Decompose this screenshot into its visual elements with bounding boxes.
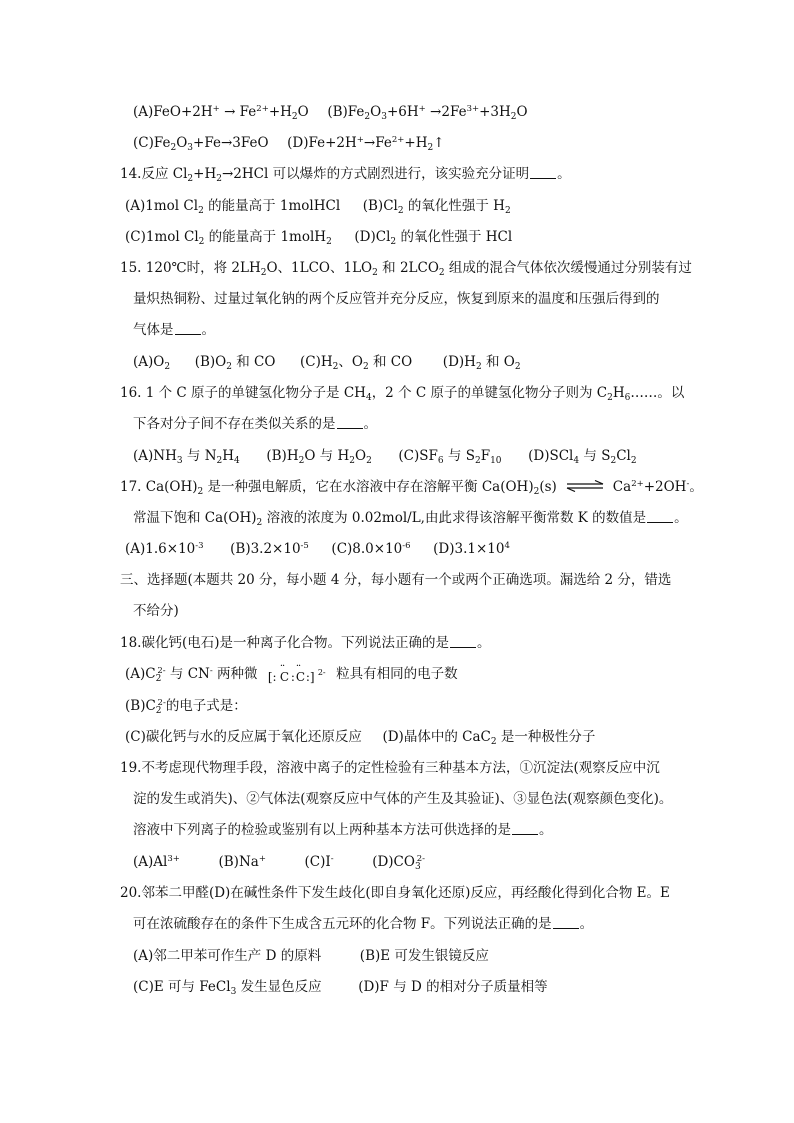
q14-options-row2: (C)1mol $Cl_2$ 的能量高于 1molH$_2$ $(D)Cl_2$ 的氧化性强于 HCl xyxy=(125,229,513,247)
answer-blank xyxy=(512,821,538,835)
q19-stem-line3: 溶液中下列离子的检验或鉴别有以上两种基本方法可供选择的是 。 xyxy=(133,822,553,838)
q16-options: $(A)NH_3$ 与 $N_2H_4$ $(B)H_2O$ 与 $H_2O_2$ $(C)SF_6$ 与 $S_2F_{10}$ (D)SCl$_4$ 与 $S_2Cl_2$ xyxy=(133,448,637,466)
q17-stem-line1: 17. $Ca(OH)_2$ 是一种强电解质，它在水溶液中存在溶解平衡 $Ca(OH)_2(s)$ $Ca^{2+}+2OH^-$。 xyxy=(120,479,703,497)
q17-stem-line2: 常温下饱和 $Ca(OH)_2$ 溶液的浓度为 0.02mol/L,由此求得该溶解平衡常数 K 的数值是 。 xyxy=(133,510,688,528)
q19-stem-line2: 淀的发生或消失)、②气体法(观察反应中气体的产生及其验证)、③显色法(观察颜色变化)。 xyxy=(133,791,673,807)
q19-stem-line1: 19.不考虑现代物理手段，溶液中离子的定性检验有三种基本方法，①沉淀法(观察反应中沉 xyxy=(120,760,660,776)
equilibrium-arrow-icon xyxy=(565,480,605,492)
q14-stem: 14.反应 $Cl_2+H_2\to 2HCl$ 可以爆炸的方式剧烈进行，该实验充分证明 。 xyxy=(120,166,571,184)
q13-options-row2: $(C)Fe_2O_3+Fe\to 3FeO$ $(D)Fe+2H^+\to Fe^{2+}+H_2↑$ xyxy=(133,135,445,153)
q15-stem-line2: 量炽热铜粉、过量过氧化钠的两个反应管并充分反应，恢复到原来的温度和压强后得到的 xyxy=(133,291,660,307)
q15-stem-line1: 15. 120℃时，将 $2LH_2O$、1LCO、$1LO_2$ 和 $2LCO_2$ 组成的混合气体依次缓慢通过分别装有过 xyxy=(120,260,692,278)
q17-options: $(A)1.6\times 10^{-3}$ $(B)3.2\times 10^{-5}$ $(C)8.0\times 10^{-6}$ $(D)3.1\times 10^4$ xyxy=(125,541,510,557)
q20-stem-line1: 20.邻苯二甲醛(D)在碱性条件下发生歧化(即自身氧化还原)反应，再经酸化得到化合物 E。E xyxy=(120,885,670,901)
section3-heading-line2: 不给分) xyxy=(133,603,179,619)
q19-options: $(A)Al^{3+}$ (B)Na+ (C)I- $(D)CO_3^{2-}$ xyxy=(133,854,425,872)
section3-heading-line1: 三、选择题(本题共 20 分，每小题 4 分，每小题有一个或两个正确选项。漏选给 2 分，错选 xyxy=(120,572,672,588)
q18-option-a: $(A)C_2^{2-}$ 与 CN- 两种微 [: C ·· : C ·· :] 2- 粒具有相同的电子数 xyxy=(125,660,458,684)
q15-stem-line3: 气体是 。 xyxy=(133,322,215,338)
q16-stem-line1: 16. 1 个 C 原子的单键氢化物分子是 $CH_4$，2 个 C 原子的单键氢化物分子则为 $C_2H_6\dots\dots$。以 xyxy=(120,385,685,403)
q18-options-row-cd: (C)碳化钙与水的反应属于氧化还原反应 (D)晶体中的 CaC$_2$ 是一种极性分子 xyxy=(125,729,596,747)
answer-blank xyxy=(450,634,476,648)
answer-blank xyxy=(553,915,579,929)
q14-options-row1: (A)1mol $Cl_2$ 的能量高于 1molHCl $(B)Cl_2$ 的氧化性强于 $H_2$ xyxy=(125,198,511,216)
q16-stem-line2: 下各对分子间不存在类似关系的是 。 xyxy=(133,416,377,432)
q20-stem-line2: 可在浓硫酸存在的条件下生成含五元环的化合物 F。下列说法正确的是 。 xyxy=(133,916,594,932)
answer-blank xyxy=(337,415,363,429)
carbide-electron-formula: [: C ·· : C ·· :] 2- xyxy=(267,660,326,684)
q20-options-row1: (A)邻二甲苯可作生产 D 的原料 (B)E 可发生银镜反应 xyxy=(133,948,489,964)
answer-blank xyxy=(175,321,201,335)
q15-options: $(A)O_2$ $(B)O_2$ 和 CO $(C)H_2$、$O_2$ 和 CO $(D)H_2$ 和 $O_2$ xyxy=(133,354,521,372)
q18-stem: 18.碳化钙(电石)是一种离子化合物。下列说法正确的是 。 xyxy=(120,635,491,651)
q18-option-b: $(B)C_2^{2-}$的电子式是： xyxy=(125,698,247,716)
q13-options-row1: $(A)FeO+2H^+ \to Fe^{2+}+H_2O$ $(B)Fe_2O_3+6H^+ \to 2Fe^{3+}+3H_2O$ xyxy=(133,104,528,122)
answer-blank xyxy=(647,509,673,523)
q20-options-row2: (C)E 可与 FeCl$_3$ 发生显色反应 (D)F 与 D 的相对分子质量相等 xyxy=(133,979,548,997)
answer-blank xyxy=(530,165,556,179)
